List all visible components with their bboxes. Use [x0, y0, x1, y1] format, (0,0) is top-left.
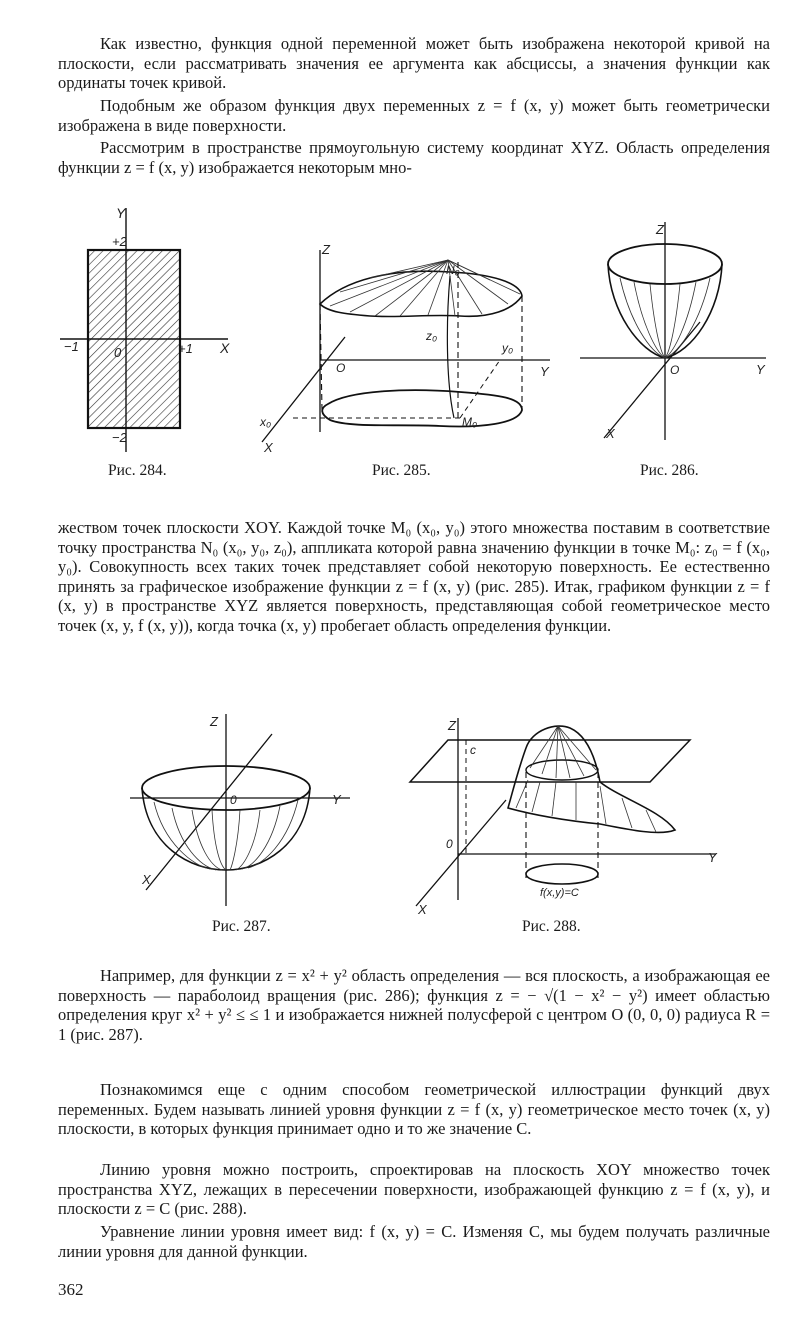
- label-x: X: [220, 340, 230, 356]
- label-z: Z: [210, 714, 218, 729]
- label-level: f(x,y)=C: [540, 887, 579, 899]
- caption-284: Рис. 284.: [108, 462, 167, 479]
- label-n0: N₀: [446, 263, 460, 277]
- label-o: O: [336, 361, 346, 375]
- label-zero: 0: [114, 345, 122, 360]
- domain-region: [322, 390, 522, 426]
- label-y: Y: [116, 205, 126, 221]
- label-minus2: −2: [112, 430, 127, 445]
- paragraph-5: Например, для функции z = x² + y² область определения — вся плоскость, а изображающая ее поверхность — параболоид вращения (рис. 286); функция z = − √(1 − x² − y²) имеет областью определения круг x² + y² ≤ ≤ 1 и изображается нижней полусферой с центром O (0, 0, 0) радиуса R = 1 (рис. 287).: [58, 966, 770, 1044]
- label-plus1: +1: [178, 341, 193, 356]
- label-plus2: +2: [112, 234, 127, 249]
- x-axis: [416, 800, 506, 906]
- caption-285: Рис. 285.: [372, 462, 431, 479]
- label-o: 0: [230, 793, 237, 807]
- label-x: X: [264, 440, 273, 455]
- label-x: X: [606, 426, 615, 441]
- label-c: c: [470, 743, 476, 757]
- paragraph-2: Подобным же образом функция двух переменных z = f (x, y) может быть геометрически изображена в виде поверхности.: [58, 96, 770, 135]
- label-minus1: −1: [64, 339, 79, 354]
- label-y: Y: [756, 362, 765, 377]
- label-y: Y: [332, 792, 341, 807]
- figure-285: [250, 232, 560, 462]
- figure-288: [400, 710, 720, 918]
- paragraph-7: Линию уровня можно построить, спроектировав на плоскость XOY множество точек пространства XYZ, лежащих в пересечении поверхности, изображающей функцию z = f (x, y), и плоскости z = C (рис. 288).: [58, 1160, 770, 1219]
- label-o: 0: [446, 837, 453, 851]
- label-y: Y: [708, 850, 717, 865]
- surface: [508, 726, 675, 832]
- label-x: X: [142, 872, 151, 887]
- label-o: O: [670, 363, 680, 377]
- caption-288: Рис. 288.: [522, 918, 581, 935]
- surface: [320, 271, 522, 316]
- figure-284: [60, 200, 250, 458]
- label-z0: z₀: [426, 329, 438, 343]
- paragraph-8: Уравнение линии уровня имеет вид: f (x, y) = C. Изменяя C, мы будем получать различные линии уровня для данной функции.: [58, 1222, 770, 1261]
- label-x: X: [418, 902, 427, 917]
- caption-286: Рис. 286.: [640, 462, 699, 479]
- figure-286: [570, 212, 770, 452]
- label-x0: x₀: [260, 415, 272, 429]
- caption-287: Рис. 287.: [212, 918, 271, 935]
- paragraph-1: Как известно, функция одной переменной может быть изображена некоторой кривой на плоскости, если рассматривать значения ее аргумента как абсциссы, а значения функции как ординаты точек кривой.: [58, 34, 770, 93]
- level-line: [526, 864, 598, 884]
- label-z: Z: [322, 242, 330, 257]
- label-y: Y: [540, 364, 549, 379]
- page-number: 362: [58, 1280, 84, 1299]
- paragraph-4: жеством точек плоскости XOY. Каждой точке M₀ (x₀, y₀) этого множества поставим в соответствие точку пространства N₀ (x₀, y₀, z₀), аппликата которой равна значению функции в точке M₀: z₀ = f (x₀, y₀). Совокупность всех таких точек представляет собой некоторую поверхность. Ее естественно принять за графическое изображение функции z = f (x, y) (рис. 285). Итак, графиком функции z = f (x, y) в пространстве XYZ является поверхность, представляющая собой геометрическое место точек (x, y, f (x, y)), когда точка (x, y) пробегает область определения функции.: [58, 518, 770, 635]
- paragraph-3: Рассмотрим в пространстве прямоугольную систему координат XYZ. Область определения функции z = f (x, y) изображается некоторым мно-: [58, 138, 770, 177]
- paragraph-6: Познакомимся еще с одним способом геометрической иллюстрации функций двух переменных. Будем называть линией уровня функции z = f (x, y) геометрическое место точек (x, y) плоскости, в которых функция принимает одно и то же значение C.: [58, 1080, 770, 1139]
- label-m0: M₀: [462, 415, 478, 429]
- label-y0: y₀: [502, 341, 514, 355]
- x-axis: [262, 337, 345, 442]
- label-z: Z: [448, 718, 456, 733]
- figure-287: [120, 706, 360, 918]
- label-z: Z: [656, 222, 664, 237]
